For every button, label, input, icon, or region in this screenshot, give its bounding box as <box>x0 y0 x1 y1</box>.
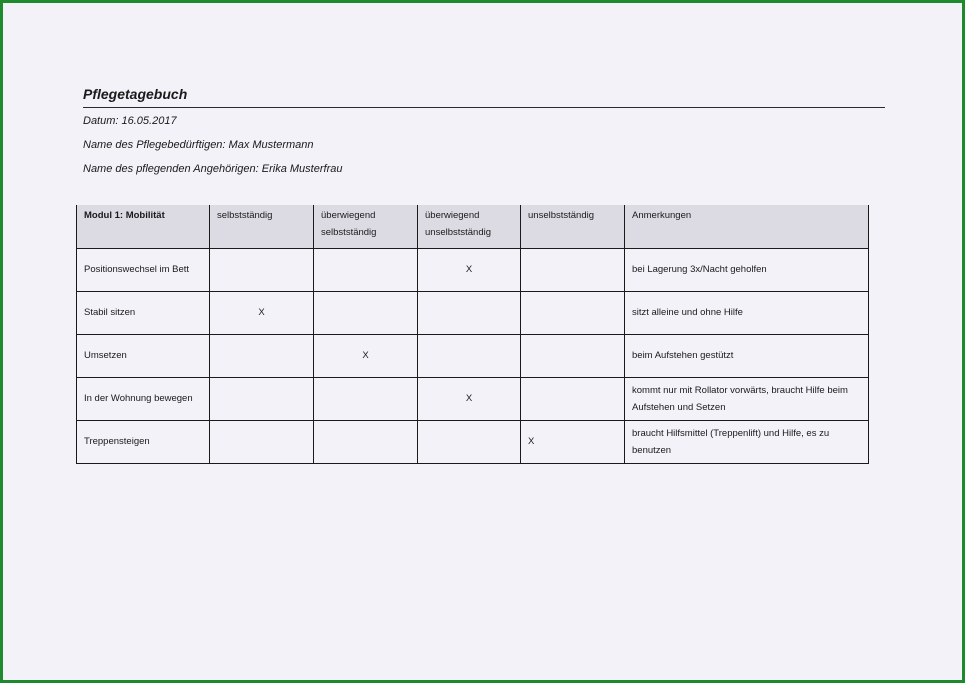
table-row <box>77 334 869 377</box>
table-header-row <box>77 205 869 248</box>
cell-mostly-independent <box>314 420 418 463</box>
cell-independent <box>210 334 314 377</box>
cell-mostly-dependent <box>418 291 521 334</box>
table-row <box>77 248 869 291</box>
cell-remark: beim Aufstehen gestützt <box>625 334 869 377</box>
header-dependent: unselbstständig <box>521 205 625 248</box>
row-label: In der Wohnung bewegen <box>77 377 210 420</box>
cell-mostly-independent <box>314 377 418 420</box>
cell-mostly-dependent <box>418 420 521 463</box>
patient-name-line: Name des Pflegebedürftigen: Max Mustermann <box>83 139 314 151</box>
cell-mostly-dependent: X <box>418 377 521 420</box>
cell-dependent <box>521 334 625 377</box>
cell-remark: braucht Hilfsmittel (Treppenlift) und Hilfe, es zu benutzen <box>625 420 869 463</box>
header-mostly-dependent: überwiegend unselbstständig <box>418 205 521 248</box>
cell-independent <box>210 248 314 291</box>
table-row <box>77 291 869 334</box>
row-label: Stabil sitzen <box>77 291 210 334</box>
cell-dependent <box>521 377 625 420</box>
cell-remark: sitzt alleine und ohne Hilfe <box>625 291 869 334</box>
cell-mostly-independent <box>314 291 418 334</box>
cell-independent <box>210 420 314 463</box>
row-label: Treppensteigen <box>77 420 210 463</box>
cell-mostly-dependent: X <box>418 248 521 291</box>
cell-mostly-dependent <box>418 334 521 377</box>
mobility-table <box>76 205 869 464</box>
cell-independent <box>210 377 314 420</box>
cell-dependent <box>521 291 625 334</box>
table-row <box>77 377 869 420</box>
header-module: Modul 1: Mobilität <box>77 205 210 248</box>
cell-dependent: X <box>521 420 625 463</box>
date-line: Datum: 16.05.2017 <box>83 115 177 127</box>
title-divider <box>83 107 885 108</box>
cell-independent: X <box>210 291 314 334</box>
cell-remark: kommt nur mit Rollator vorwärts, braucht Hilfe beim Aufstehen und Setzen <box>625 377 869 420</box>
caregiver-name-line: Name des pflegenden Angehörigen: Erika Musterfrau <box>83 163 343 175</box>
row-label: Umsetzen <box>77 334 210 377</box>
row-label: Positionswechsel im Bett <box>77 248 210 291</box>
cell-remark: bei Lagerung 3x/Nacht geholfen <box>625 248 869 291</box>
cell-dependent <box>521 248 625 291</box>
table-row <box>77 420 869 463</box>
header-remarks: Anmerkungen <box>625 205 869 248</box>
document-title: Pflegetagebuch <box>83 86 188 102</box>
cell-mostly-independent: X <box>314 334 418 377</box>
header-independent: selbstständig <box>210 205 314 248</box>
header-mostly-independent: überwiegend selbstständig <box>314 205 418 248</box>
cell-mostly-independent <box>314 248 418 291</box>
